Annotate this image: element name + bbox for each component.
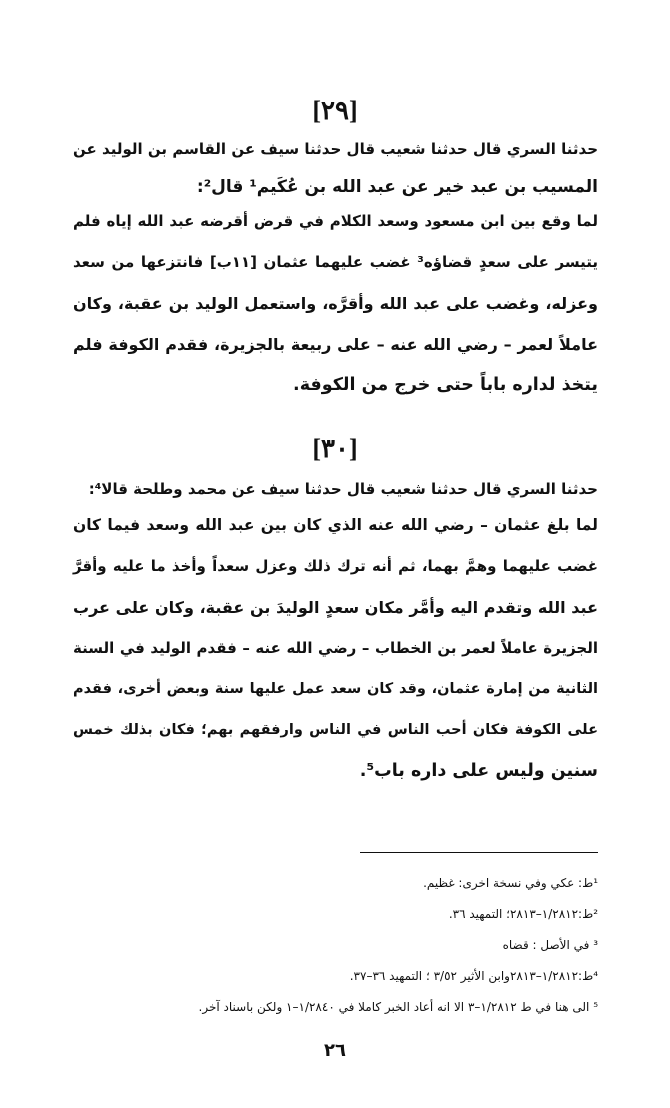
- isnad-30: [73, 470, 598, 508]
- page-number: ٢٦: [324, 1040, 346, 1061]
- text-line: عبد الله وتقدم اليه وأمَّر مكان سعدٍ الوليدَ بن عقبة، وكان على عرب: [73, 598, 598, 617]
- isnad-line: حدثنا السري قال حدثنا شعيب قال حدثنا سيف عن محمد وطلحة قالا⁴:: [88, 480, 598, 498]
- footnote-5: ⁵ الى هنا في ط ١/٢٨١٢–٣ الا انه أعاد الخبر كاملا في ١/٢٨٤٠–١ ولكن باسناد آخر.: [198, 1000, 598, 1014]
- text-line: سنين وليس على داره باب⁵.: [359, 761, 598, 781]
- text-line: لما وقع بين ابن مسعود وسعد الكلام في قرض أقرضه عبد الله إياه فلم: [73, 212, 598, 230]
- text-line: يتخذ لداره باباً حتى خرج من الكوفة.: [293, 375, 598, 395]
- isnad-line: حدثنا السري قال حدثنا شعيب قال حدثنا سيف عن القاسم بن الوليد عن: [73, 140, 598, 158]
- text-line: يتيسر على سعدٍ قضاؤه³ غضب عليهما عثمان [١١ب] فانتزعها من سعد: [73, 253, 598, 271]
- text-line: الجزيرة عاملاً لعمر بن الخطاب – رضي الله عنه – فقدم الوليد في السنة: [73, 639, 598, 657]
- section-number-29: [٢٩]: [312, 96, 358, 125]
- footnote-3: ³ في الأصل : قضاه: [502, 938, 598, 952]
- text-line: على الكوفة فكان أحب الناس في الناس وارفقهم بهم؛ فكان بذلك خمس: [73, 722, 598, 738]
- text-line: عاملاً لعمر – رضي الله عنه – على ربيعة بالجزيرة، فقدم الكوفة فلم: [73, 335, 598, 354]
- text-line: وعزله، وغضب على عبد الله وأقرَّه، واستعمل الوليد بن عقبة، وكان: [73, 294, 598, 313]
- footnote-2: ²ط:١/٢٨١٢–٢٨١٣؛ التمهيد ٣٦.: [448, 907, 598, 921]
- section-number-30: [٣٠]: [312, 434, 358, 463]
- text-line: الثانية من إمارة عثمان، وقد كان سعد عمل عليها سنة وبعض أخرى، فقدم: [73, 681, 598, 697]
- text-line: غضب عليهما وهمَّ بهما، ثم أنه ترك ذلك وعزل سعداً وأخذ ما عليه وأقرَّ: [73, 557, 598, 575]
- footnote-1: ¹ط: عكي وفي نسخة اخرى: غظيم.: [423, 876, 598, 890]
- text-30: [73, 505, 598, 792]
- text-line: لما بلغ عثمان – رضي الله عنه الذي كان بين عبد الله وسعد فيما كان: [73, 516, 598, 534]
- footnotes: [68, 868, 598, 1023]
- isnad-29: [73, 130, 598, 206]
- footnote-4: ⁴ط:١/٢٨١٢–٢٨١٣وابن الأثير ٣/٥٢ ؛ التمهيد ٣٦–٣٧.: [349, 969, 598, 983]
- footnote-divider: [360, 852, 598, 853]
- isnad-line: المسيب بن عبد خير عن عبد الله بن عُكَيم¹ قال²:: [196, 177, 598, 197]
- text-29: [73, 201, 598, 406]
